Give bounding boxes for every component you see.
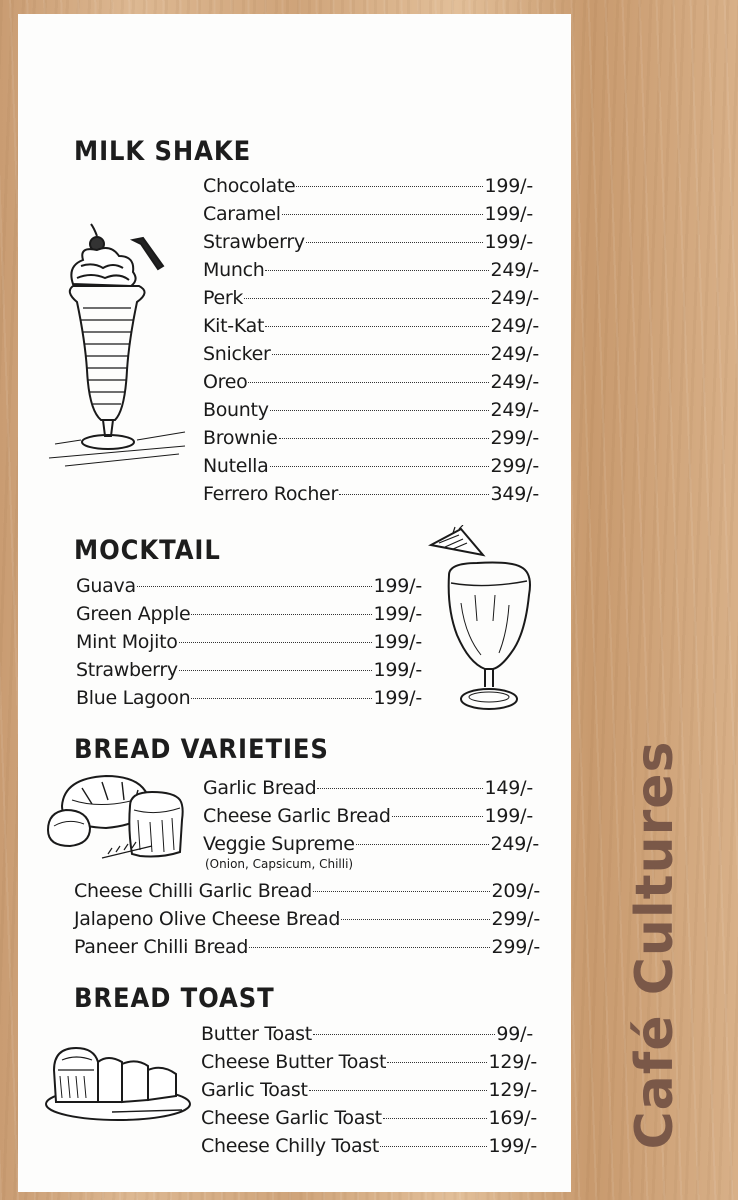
item-price: 249/- — [490, 259, 539, 281]
dot-leader — [179, 642, 373, 643]
item-price: 209/- — [491, 880, 540, 902]
section-title-bread-toast: BREAD TOAST — [74, 983, 275, 1014]
list-item — [203, 284, 539, 312]
item-name: Cheese Butter Toast — [201, 1051, 387, 1073]
list-item — [76, 656, 422, 684]
dot-leader — [137, 586, 373, 587]
dot-leader — [356, 844, 490, 845]
dot-leader — [317, 788, 483, 789]
dot-leader — [296, 186, 483, 187]
milkshake-glass-illustration — [45, 220, 195, 470]
item-price: 169/- — [488, 1107, 537, 1129]
item-price: 249/- — [490, 287, 539, 309]
dot-leader — [341, 919, 490, 920]
section-title-bread-varieties: BREAD VARIETIES — [74, 734, 329, 765]
item-name: Strawberry — [203, 231, 305, 253]
list-item — [203, 368, 539, 396]
item-price: 199/- — [488, 1135, 537, 1157]
item-price: 249/- — [490, 315, 539, 337]
item-name: Ferrero Rocher — [203, 483, 338, 505]
dot-leader — [270, 466, 490, 467]
dot-leader — [380, 1146, 487, 1147]
dot-leader — [270, 410, 490, 411]
list-item — [203, 424, 539, 452]
item-name: Green Apple — [76, 603, 191, 625]
item-name: Oreo — [203, 371, 248, 393]
list-item — [74, 877, 540, 905]
item-name: Kit-Kat — [203, 315, 265, 337]
dot-leader — [309, 1090, 488, 1091]
list-item — [203, 200, 533, 228]
dot-leader — [282, 214, 484, 215]
item-price: 299/- — [491, 908, 540, 930]
item-price: 129/- — [488, 1079, 537, 1101]
dot-leader — [265, 326, 489, 327]
item-name: Nutella — [203, 455, 269, 477]
item-price: 249/- — [490, 833, 539, 855]
item-name: Munch — [203, 259, 265, 281]
mocktail-glass-illustration — [425, 525, 545, 715]
item-name: Garlic Toast — [201, 1079, 308, 1101]
list-item — [203, 312, 539, 340]
list-item — [203, 340, 539, 368]
item-price: 299/- — [491, 936, 540, 958]
list-item — [203, 452, 539, 480]
dot-leader — [191, 614, 372, 615]
item-name: Veggie Supreme — [203, 833, 355, 855]
item-name: Garlic Bread — [203, 777, 317, 799]
dot-leader — [272, 354, 490, 355]
list-item — [76, 684, 422, 712]
item-name: Brownie — [203, 427, 278, 449]
item-name: Snicker — [203, 343, 271, 365]
item-name: Cheese Garlic Bread — [203, 805, 391, 827]
item-price: 249/- — [490, 371, 539, 393]
item-price: 249/- — [490, 399, 539, 421]
dot-leader — [339, 494, 490, 495]
item-price: 199/- — [373, 659, 422, 681]
item-name: Butter Toast — [201, 1023, 312, 1045]
dot-leader — [279, 438, 490, 439]
veggie-supreme-note: (Onion, Capsicum, Chilli) — [205, 857, 354, 871]
list-item — [201, 1104, 537, 1132]
item-name: Paneer Chilli Bread — [74, 936, 249, 958]
list-item — [203, 396, 539, 424]
list-item — [201, 1076, 537, 1104]
dot-leader — [387, 1062, 487, 1063]
dot-leader — [248, 382, 489, 383]
dot-leader — [392, 816, 484, 817]
item-name: Mint Mojito — [76, 631, 178, 653]
item-price: 199/- — [373, 575, 422, 597]
list-item — [203, 228, 533, 256]
item-name: Bounty — [203, 399, 269, 421]
list-item — [203, 802, 533, 830]
item-name: Perk — [203, 287, 244, 309]
item-price: 299/- — [490, 427, 539, 449]
item-price: 299/- — [490, 455, 539, 477]
item-price: 249/- — [490, 343, 539, 365]
item-price: 129/- — [488, 1051, 537, 1073]
item-price: 99/- — [496, 1023, 533, 1045]
item-name: Blue Lagoon — [76, 687, 191, 709]
list-item — [74, 933, 540, 961]
item-name: Caramel — [203, 203, 281, 225]
item-price: 199/- — [484, 203, 533, 225]
item-price: 349/- — [490, 483, 539, 505]
dot-leader — [383, 1118, 488, 1119]
item-name: Jalapeno Olive Cheese Bread — [74, 908, 341, 930]
toast-loaf-illustration — [42, 1040, 192, 1126]
item-price: 199/- — [373, 603, 422, 625]
item-name: Chocolate — [203, 175, 296, 197]
dot-leader — [306, 242, 484, 243]
item-name: Guava — [76, 575, 136, 597]
item-price: 199/- — [484, 231, 533, 253]
list-item — [203, 774, 533, 802]
list-item — [201, 1132, 537, 1160]
list-item — [203, 830, 539, 858]
list-item — [201, 1048, 537, 1076]
list-item — [203, 256, 539, 284]
list-item — [203, 172, 533, 200]
dot-leader — [191, 698, 372, 699]
item-price: 199/- — [484, 175, 533, 197]
item-price: 149/- — [484, 777, 533, 799]
item-name: Cheese Garlic Toast — [201, 1107, 382, 1129]
section-title-milk-shake: MILK SHAKE — [74, 136, 252, 167]
list-item — [203, 480, 539, 508]
item-price: 199/- — [484, 805, 533, 827]
item-name: Cheese Chilli Garlic Bread — [74, 880, 313, 902]
dot-leader — [313, 891, 490, 892]
item-name: Strawberry — [76, 659, 178, 681]
list-item — [201, 1020, 533, 1048]
list-item — [76, 600, 422, 628]
dot-leader — [244, 298, 489, 299]
list-item — [76, 628, 422, 656]
dot-leader — [265, 270, 489, 271]
item-price: 199/- — [373, 631, 422, 653]
dot-leader — [313, 1034, 495, 1035]
dot-leader — [179, 670, 373, 671]
bread-loaves-illustration — [42, 770, 192, 870]
item-price: 199/- — [373, 687, 422, 709]
dot-leader — [249, 947, 490, 948]
list-item — [74, 905, 540, 933]
section-title-mocktail: MOCKTAIL — [74, 535, 221, 566]
list-item — [76, 572, 422, 600]
brand-text: Café Cultures — [625, 740, 685, 1150]
item-name: Cheese Chilly Toast — [201, 1135, 380, 1157]
